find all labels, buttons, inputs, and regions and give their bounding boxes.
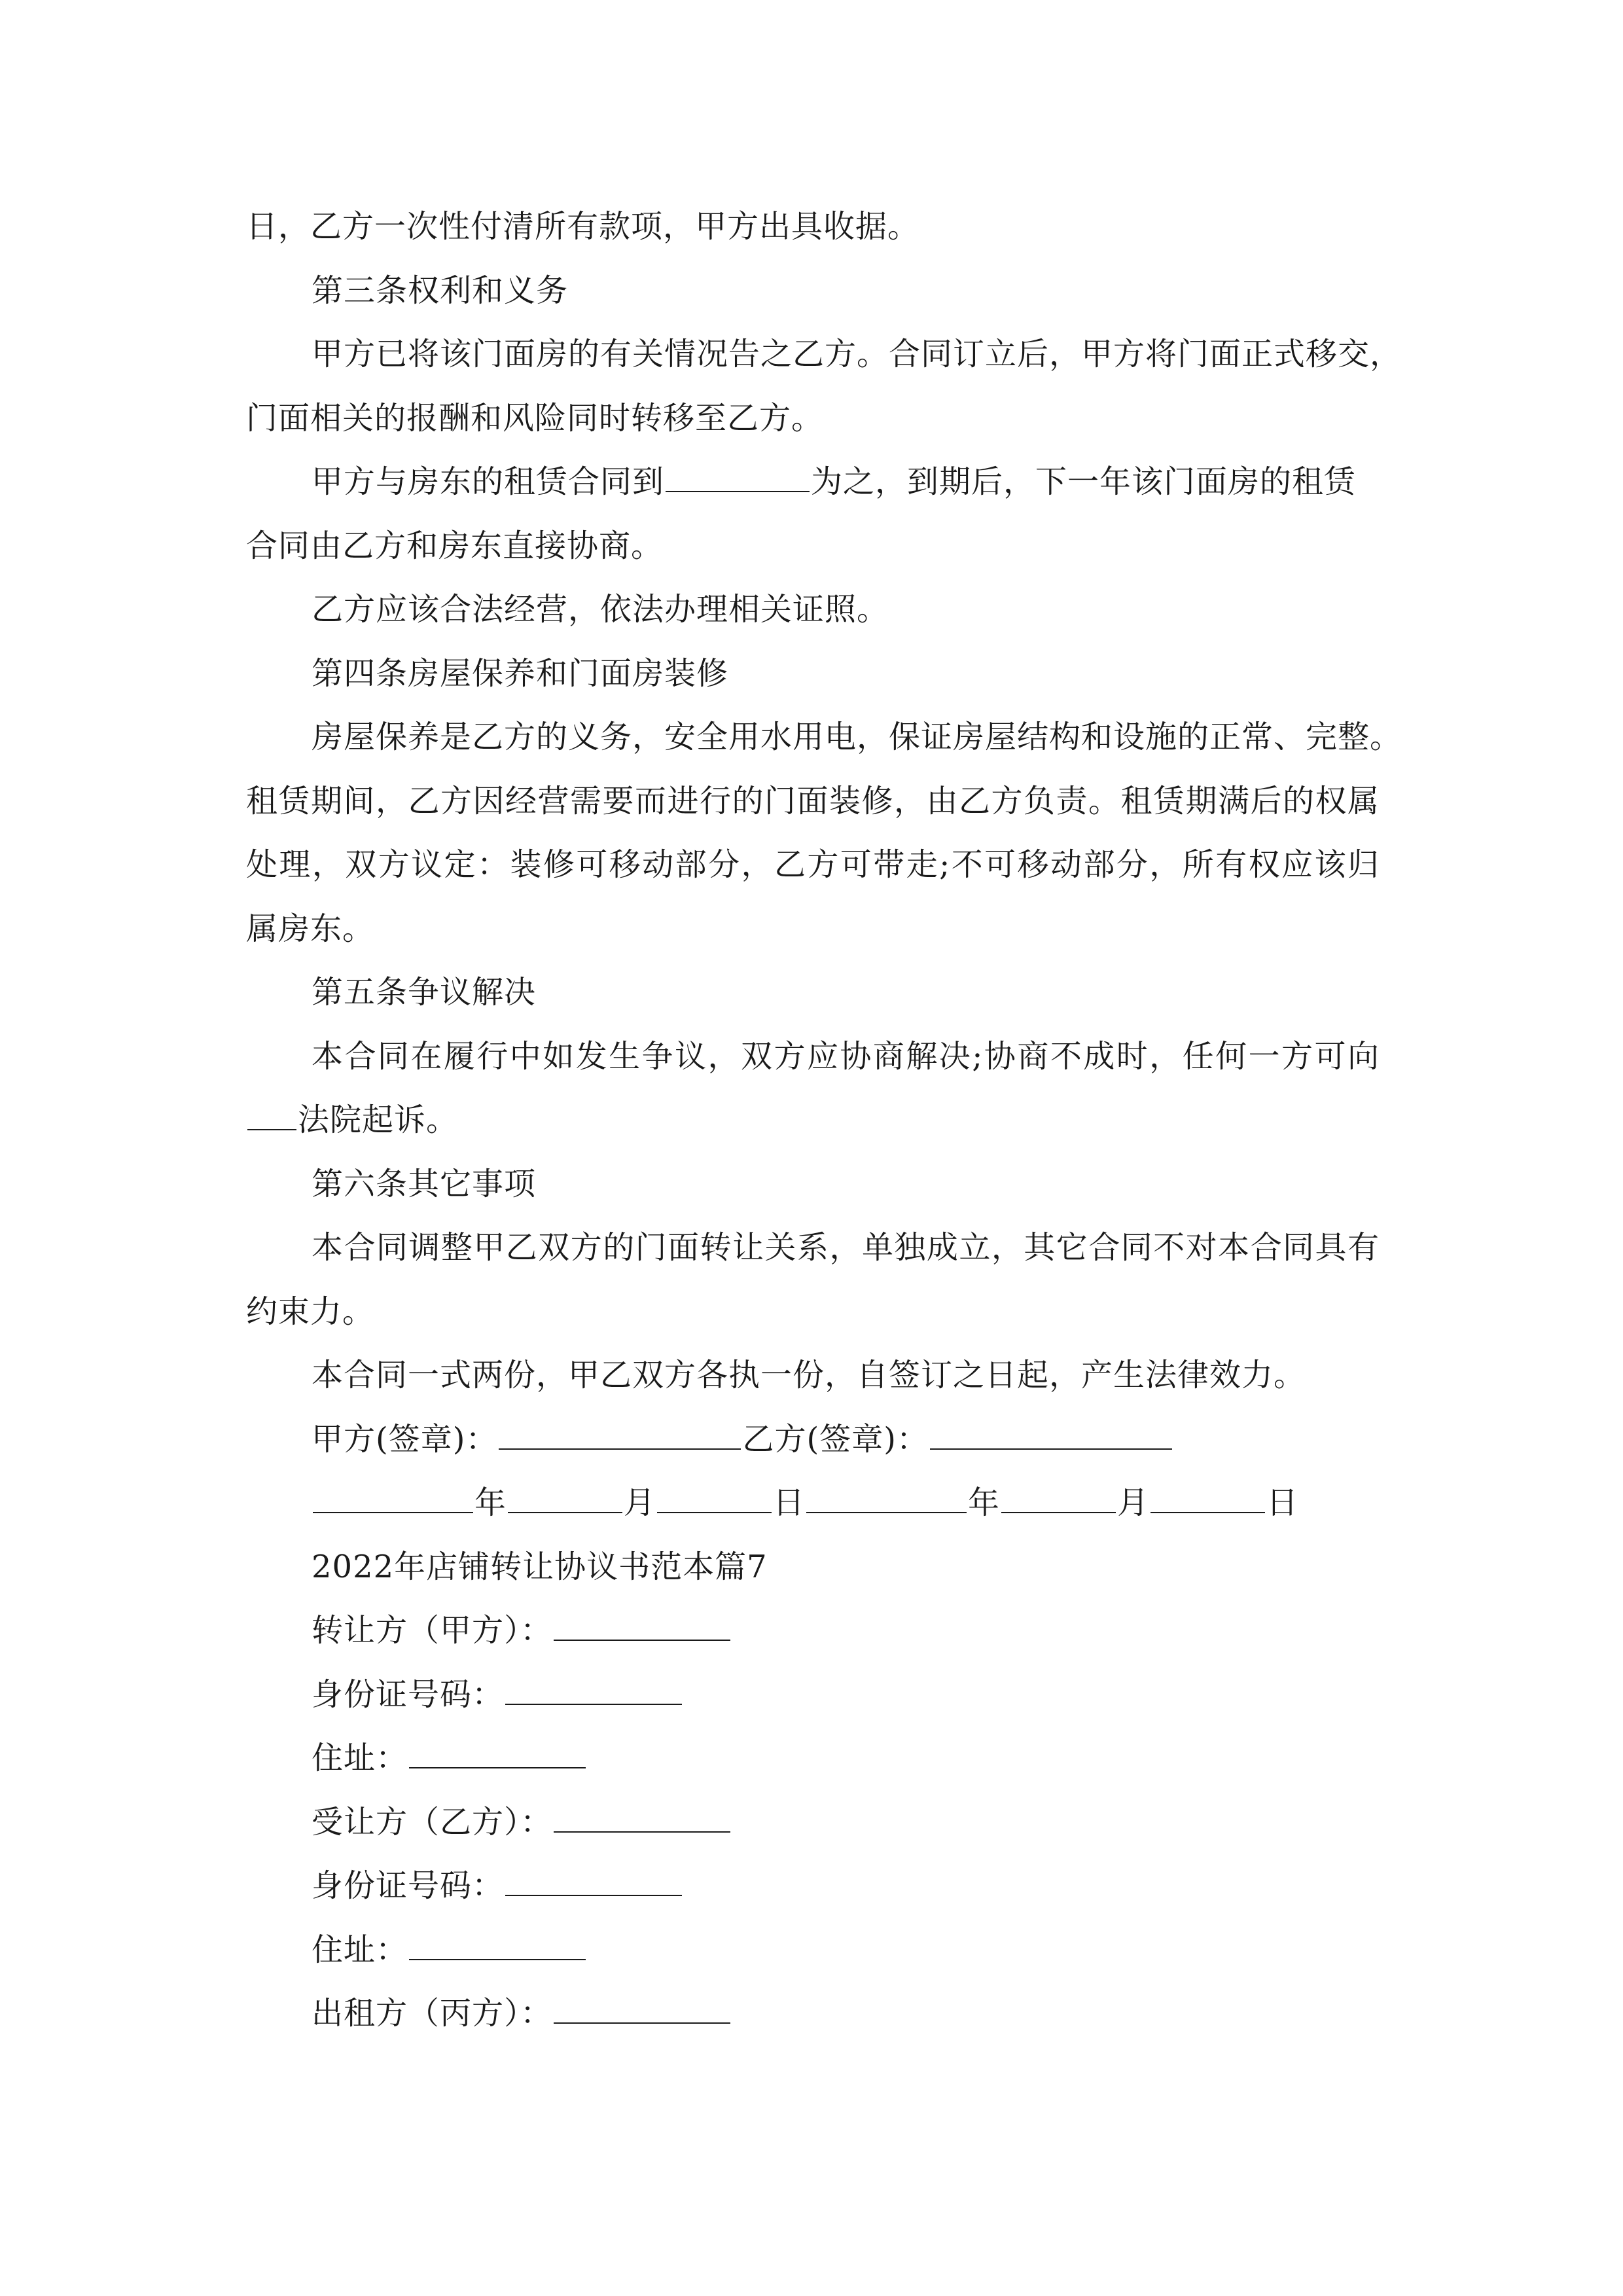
transferor-blank[interactable] (554, 1612, 730, 1641)
party-a-signature-blank[interactable] (499, 1421, 741, 1450)
paragraph-text: 本合同一式两份，甲乙双方各执一份，自签订之日起，产生法律效力。 (312, 1357, 1306, 1393)
day-blank-a[interactable] (657, 1484, 772, 1513)
section-heading-3 (246, 259, 1380, 323)
address-blank[interactable] (409, 1740, 586, 1768)
transferee-label: 受让方（乙方）： (312, 1803, 553, 1840)
year-blank-a[interactable] (313, 1484, 473, 1513)
transferee-line (246, 1791, 1380, 1855)
text-line (246, 323, 1402, 387)
title-text: 2022年店铺转让协议书范本篇7 (312, 1548, 768, 1585)
heading-text: 第五条争议解决 (312, 974, 537, 1011)
transferor-line (246, 1599, 1380, 1663)
text-line (246, 514, 1380, 579)
text-line (246, 1088, 1380, 1153)
month-label: 月 (624, 1484, 656, 1521)
transferor-label: 转让方（甲方）： (312, 1612, 553, 1649)
paragraph-text: 法院起诉。 (298, 1102, 459, 1138)
section-heading-4 (246, 642, 1380, 706)
paragraph-text: 门面相关的报酬和风险同时转移至乙方。 (246, 399, 824, 437)
address-label: 住址： (312, 1740, 408, 1776)
section-heading-5 (246, 961, 1380, 1025)
paragraph-text: 甲方已将该门面房的有关情况告之乙方。合同订立后，甲方将门面正式移交， (312, 336, 1402, 372)
address-blank[interactable] (409, 1931, 586, 1960)
lessor-label: 出租方（丙方）： (312, 1995, 553, 2032)
paragraph-text: 为之，到期后，下一年该门面房的租赁 (811, 463, 1357, 500)
year-label: 年 (474, 1484, 507, 1521)
paragraph-text: 租赁期间，乙方因经营需要而进行的门面装修，由乙方负责。租赁期满后的权属 (246, 782, 1380, 819)
fill-blank-court[interactable] (247, 1102, 296, 1130)
party-b-signature-blank[interactable] (930, 1421, 1172, 1450)
signature-line (246, 1408, 1380, 1472)
text-line (246, 706, 1402, 770)
document-title-7 (246, 1535, 1380, 1600)
text-line (246, 833, 1380, 897)
section-heading-6 (246, 1153, 1380, 1217)
address-label: 住址： (312, 1931, 408, 1968)
text-line (246, 897, 1380, 961)
text-line (246, 387, 1380, 451)
day-label: 日 (1266, 1484, 1299, 1521)
text-line (246, 578, 1380, 642)
paragraph-text: 本合同调整甲乙双方的门面转让关系，单独成立，其它合同不对本合同具有 (312, 1229, 1380, 1266)
paragraph-text: 合同由乙方和房东直接协商。 (246, 527, 664, 564)
id-blank[interactable] (505, 1867, 682, 1896)
date-line (246, 1471, 1380, 1535)
paragraph-text: 日，乙方一次性付清所有款项，甲方出具收据。 (246, 208, 920, 245)
month-label: 月 (1117, 1484, 1150, 1521)
text-line (246, 1344, 1380, 1408)
day-label: 日 (773, 1484, 806, 1521)
year-label: 年 (968, 1484, 1001, 1521)
day-blank-b[interactable] (1150, 1484, 1265, 1513)
text-line (246, 1280, 1380, 1344)
lessor-blank[interactable] (554, 1995, 730, 2024)
text-line (246, 1025, 1380, 1089)
text-line (246, 195, 1380, 259)
fill-blank-date[interactable] (666, 463, 810, 492)
paragraph-text: 处理，双方议定：装修可移动部分，乙方可带走;不可移动部分，所有权应该归 (246, 846, 1380, 883)
address-line (246, 1727, 1380, 1791)
party-b-signature-label: 乙方(签章)： (742, 1420, 929, 1458)
document-page (246, 195, 1402, 2046)
transferee-blank[interactable] (554, 1804, 730, 1833)
address-line (246, 1918, 1380, 1982)
heading-text: 第三条权利和义务 (312, 272, 569, 309)
month-blank-a[interactable] (508, 1484, 622, 1513)
paragraph-text: 房屋保养是乙方的义务，安全用水用电，保证房屋结构和设施的正常、完整。 (312, 719, 1402, 755)
month-blank-b[interactable] (1001, 1484, 1116, 1513)
paragraph-text: 本合同在履行中如发生争议，双方应协商解决;协商不成时，任何一方可向 (312, 1037, 1380, 1075)
text-line (246, 450, 1380, 514)
id-line (246, 1854, 1380, 1918)
heading-text: 第六条其它事项 (312, 1165, 537, 1202)
id-line (246, 1663, 1380, 1727)
paragraph-text: 甲方与房东的租赁合同到 (312, 463, 665, 500)
text-line (246, 770, 1380, 834)
paragraph-text: 约束力。 (246, 1293, 375, 1330)
id-blank[interactable] (505, 1676, 682, 1705)
text-line (246, 1216, 1380, 1280)
id-label: 身份证号码： (312, 1676, 505, 1713)
id-label: 身份证号码： (312, 1867, 505, 1904)
paragraph-text: 乙方应该合法经营，依法办理相关证照。 (312, 591, 889, 628)
party-a-signature-label: 甲方(签章)： (312, 1420, 498, 1458)
heading-text: 第四条房屋保养和门面房装修 (312, 655, 729, 692)
year-blank-b[interactable] (806, 1484, 967, 1513)
lessor-line (246, 1982, 1380, 2046)
paragraph-text: 属房东。 (246, 910, 375, 947)
